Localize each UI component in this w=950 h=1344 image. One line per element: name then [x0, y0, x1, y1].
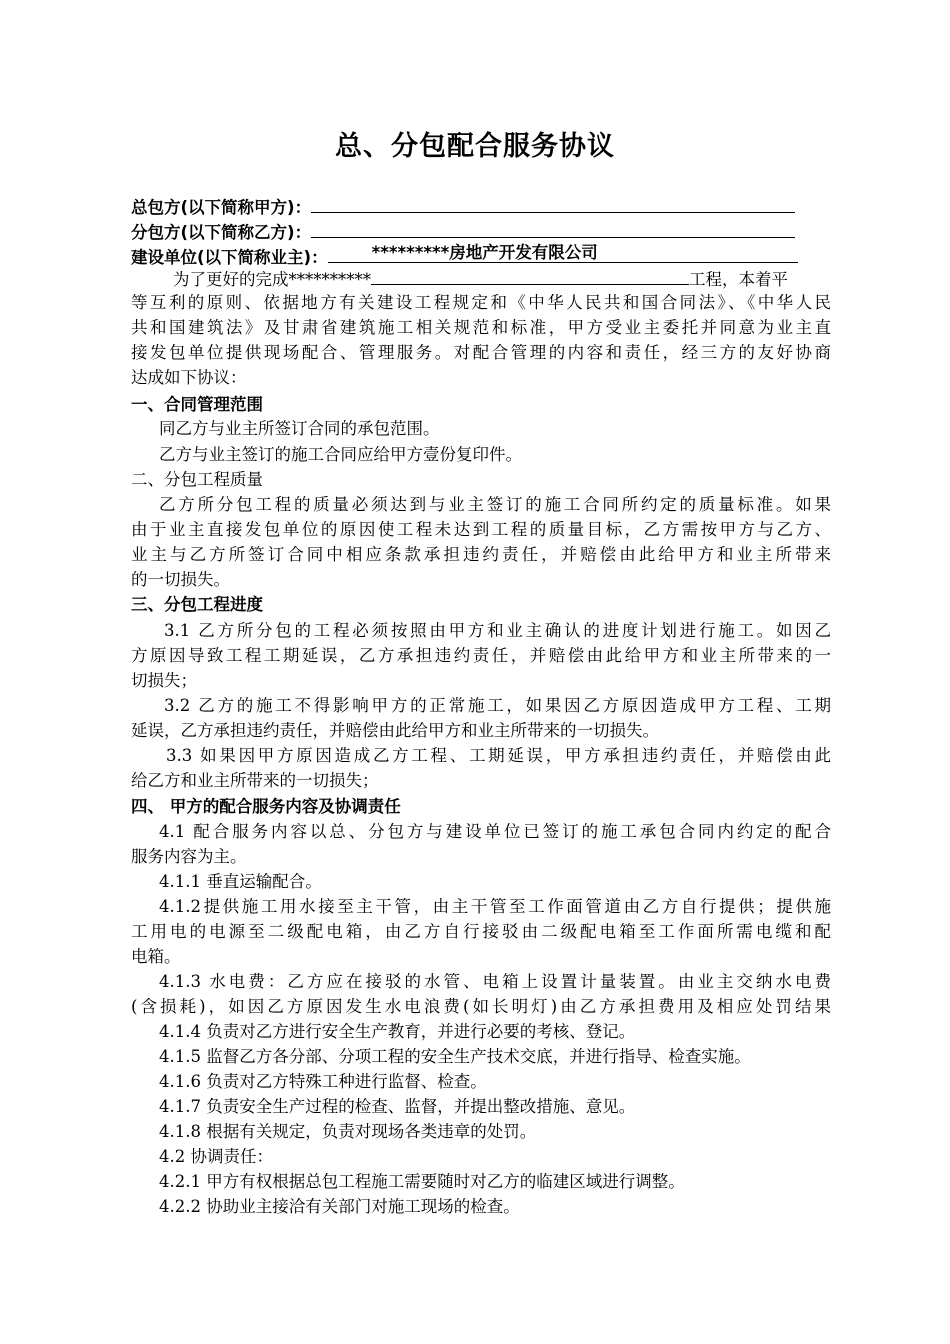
intro-line-5: 达成如下协议：	[131, 368, 247, 387]
clause-4-1-6: 4.1.6 负责对乙方特殊工种进行监督、检查。	[159, 1072, 487, 1091]
clause-4-1-8: 4.1.8 根据有关规定，负责对现场各类违章的处罚。	[159, 1122, 537, 1141]
subcontractor-label: 分包方(以下简称乙方)：	[131, 223, 312, 242]
clause-4-1-2-line-2: 工用电的电源至二级配电箱，由乙方自行接驳由二级配电箱至工作面所需电缆和配	[131, 922, 831, 941]
clause-4-2-2: 4.2.2 协助业主接洽有关部门对施工现场的检查。	[159, 1197, 520, 1216]
clause-3-3-line-2: 给乙方和业主所带来的一切损失；	[131, 771, 379, 790]
clause-4-2: 4.2 协调责任：	[159, 1147, 273, 1166]
section-2-line-2: 由于业主直接发包单位的原因使工程未达到工程的质量目标，乙方需按甲方与乙方、	[131, 520, 831, 539]
clause-3-1-line-1: 3.1 乙方所分包的工程必须按照由甲方和业主确认的进度计划进行施工。如因乙	[164, 621, 831, 640]
intro-line-2: 等互利的原则、依据地方有关建设工程规定和《中华人民共和国合同法》、《中华人民	[131, 293, 831, 312]
clause-4-1-2-line-3: 电箱。	[131, 947, 181, 966]
section-2-line-1: 乙方所分包工程的质量必须达到与业主签订的施工合同所约定的质量标准。如果	[159, 495, 831, 514]
intro-line-4: 接发包单位提供现场配合、管理服务。对配合管理的内容和责任，经三方的友好协商	[131, 343, 831, 362]
owner-field[interactable]	[328, 244, 798, 263]
clause-3-3-line-1: 3.3 如果因甲方原因造成乙方工程、工期延误，甲方承担违约责任，并赔偿由此	[166, 746, 831, 765]
owner-label: 建设单位(以下简称业主)：	[131, 248, 328, 267]
section-2-heading: 二、分包工程质量	[131, 470, 263, 489]
clause-4-1-line-2: 服务内容为主。	[131, 847, 247, 866]
clause-4-2-1: 4.2.1 甲方有权根据总包工程施工需要随时对乙方的临建区域进行调整。	[159, 1172, 685, 1191]
section-2-line-3: 业主与乙方所签订合同中相应条款承担违约责任，并赔偿由此给甲方和业主所带来	[131, 545, 831, 564]
clause-4-1-1: 4.1.1 垂直运输配合。	[159, 872, 322, 891]
document-title: 总、分包配合服务协议	[335, 131, 615, 162]
section-2-line-4: 的一切损失。	[131, 570, 230, 589]
clause-4-1-5: 4.1.5 监督乙方各分部、分项工程的安全生产技术交底，并进行指导、检查实施。	[159, 1047, 751, 1066]
section-1-para-2: 乙方与业主签订的施工合同应给甲方壹份复印件。	[159, 445, 522, 464]
section-3-heading: 三、分包工程进度	[131, 595, 263, 614]
clause-4-1-4: 4.1.4 负责对乙方进行安全生产教育，并进行必要的考核、登记。	[159, 1022, 636, 1041]
intro-line-3: 共和国建筑法》及甘肃省建筑施工相关规范和标准，甲方受业主委托并同意为业主直	[131, 318, 831, 337]
clause-4-1-3-line-2: (含损耗)，如因乙方原因发生水电浪费(如长明灯)由乙方承担费用及相应处罚结果	[131, 997, 831, 1016]
owner-value: *********房地产开发有限公司	[371, 243, 598, 262]
intro-text-b: 工程，本着平	[689, 270, 788, 289]
clause-4-1-3-line-1: 4.1.3 水电费：乙方应在接驳的水管、电箱上设置计量装置。由业主交纳水电费	[159, 972, 831, 991]
clause-4-1-line-1: 4.1 配合服务内容以总、分包方与建设单位已签订的施工承包合同内约定的配合	[159, 822, 831, 841]
contractor-label: 总包方(以下简称甲方)：	[131, 198, 312, 217]
clause-4-1-7: 4.1.7 负责安全生产过程的检查、监督，并提出整改措施、意见。	[159, 1097, 636, 1116]
clause-3-1-line-3: 切损失；	[131, 671, 197, 690]
clause-4-1-2-line-1: 4.1.2提供施工用水接至主干管，由主干管至工作面管道由乙方自行提供；提供施	[159, 897, 831, 916]
section-1-heading: 一、合同管理范围	[131, 395, 263, 414]
section-1-para-1: 同乙方与业主所签订合同的承包范围。	[159, 419, 440, 438]
contractor-line	[131, 194, 831, 220]
contractor-blank[interactable]	[311, 194, 795, 213]
section-4-heading: 四、 甲方的配合服务内容及协调责任	[131, 797, 401, 816]
intro-line-1	[131, 266, 831, 292]
project-name-blank[interactable]	[371, 266, 689, 285]
clause-3-1-line-2: 方原因导致工程工期延误，乙方承担违约责任，并赔偿由此给甲方和业主所带来的一	[131, 646, 831, 665]
clause-3-2-line-1: 3.2 乙方的施工不得影响甲方的正常施工，如果因乙方原因造成甲方工程、工期	[164, 696, 831, 715]
clause-3-2-line-2: 延误，乙方承担违约责任，并赔偿由此给甲方和业主所带来的一切损失。	[131, 721, 659, 740]
intro-text-a: 为了更好的完成**********	[173, 270, 371, 289]
subcontractor-blank[interactable]	[311, 219, 795, 238]
